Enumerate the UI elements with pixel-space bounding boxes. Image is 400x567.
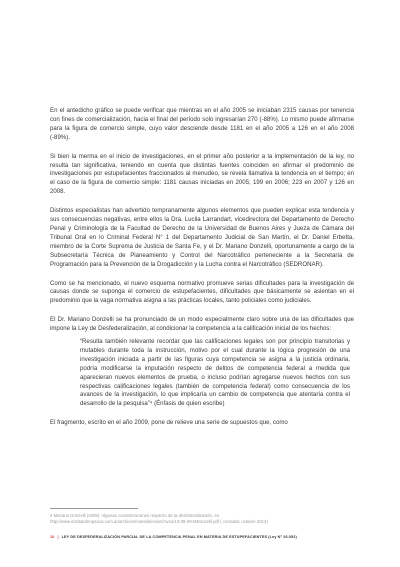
body-text (50, 107, 354, 438)
paragraph-investigation-decline: Si bien la merma en el inicio de investigaciones, en el primer año posterior a la implementación de la ley, no resulta tan significativa, teniendo en cuenta que distintas fuentes coinciden en afirmar el predominio de investigaciones por estupefacientes fraccionados al menudeo, se revela llamativa la tendencia en el tiempo; en el caso de la figura de comercio simple: 1181 causas iniciadas en 2005; 199 en 2006; 223 en 2007 y 126 en 2008. (50, 152, 354, 196)
paragraph-specialists: Distintos especialistas han advertido tempranamente algunos elementos que pueden explicar esta tendencia y sus consecuencias negativas, entre ellos la Dra. Lucila Larrandart, vicedirectora del Departamento de Derecho Penal y Criminología de la Facultad de Derecho de la Universidad de Buenos Aires y Jueza de Cámara del Tribunal Oral en lo Criminal Federal N° 1 del Departamento Judicial de San Martín, el Dr. Daniel Erbetta, miembro de la Corte Suprema de Justicia de Santa Fe, y el Dr. Mariano Donzelli, oportunamente a cargo de la Subsecretaría Técnica de Planeamiento y Control del Narcotráfico perteneciente a la Secretaría de Programación para la Prevención de la Drogadicción y la Lucha contra el Narcotráfico (SEDRONAR). (50, 207, 354, 268)
paragraph-graph-analysis: En el antedicho gráfico se puede verificar que mientras en el año 2005 se iniciaban 2315 causas por tenencia con fines de comercialización, hacia el final del período solo ingresarían 270 (-88%). Lo mismo puede afirmarse para la figura de comercio simple, cuyo valor desciende desde 1181 en el año 2005 a 126 en el año 2008 (-89%). (50, 107, 354, 141)
running-title: LEY DE DESFEDERALIZACIÓN PARCIAL DE LA COMPETENCIA PENAL EN MATERIA DE ESTUPEFACIENTES (Ley N° 26.052) (61, 535, 297, 539)
paragraph-closing: El fragmento, escrito en el año 2009, pone de relieve una serie de supuestos que, como (50, 419, 288, 427)
block-quote: “Resulta también relevante recordar que las calificaciones legales son por principio transitorias y mutables durante toda la instrucción, motivo por el cual durante la lógica progresión de una investigación iniciada a partir de las figuras cuya competencia se asigna a la justicia ordinaria, podría modificarse la imputación respecto de delitos de competencia federal a medida que aparecieran nuevos elementos de prueba, o incluso podrían agregarse nuevos hechos con sus respectivas calificaciones legales (también de competencia federal) como consecuencia de los avances de la investigación, lo que implicaría un cambio de competencia que atentaría contra el desarrollo de la pesquisa”⁴ (Énfasis de quien escribe) (80, 338, 350, 408)
footer-separator: | (57, 535, 59, 539)
page-footer (50, 535, 350, 539)
footnote-divider (50, 508, 138, 509)
footnote: 4 Mariano Donzelli (2009): Algunas consideraciones respecto de la desfederalización, en http://www.institutofenparica.com.ar/archivos/noesdeleo/archivos/13-09-09-MDonzelli.pdf ( consulta: octubre 2013) (50, 513, 268, 525)
paragraph-normative-scheme: Como se ha mencionado, el nuevo esquema normativo promueve serias dificultades para la investigación de causas donde se suponga el comercio de estupefacientes, dificultades que básicamente se asientan en el predominio que la vaga normativa asigna a las prácticas locales, tanto policiales como judiciales. (50, 279, 354, 305)
paragraph-donzelli-intro: El Dr. Mariano Donzelli se ha pronunciado de un modo especialmente claro sobre una de las dificultades que impone la Ley de Desfederalización, al condicionar la competencia a la calificación inicial de los hechos: (50, 316, 354, 333)
page-number: 10 (50, 535, 55, 539)
